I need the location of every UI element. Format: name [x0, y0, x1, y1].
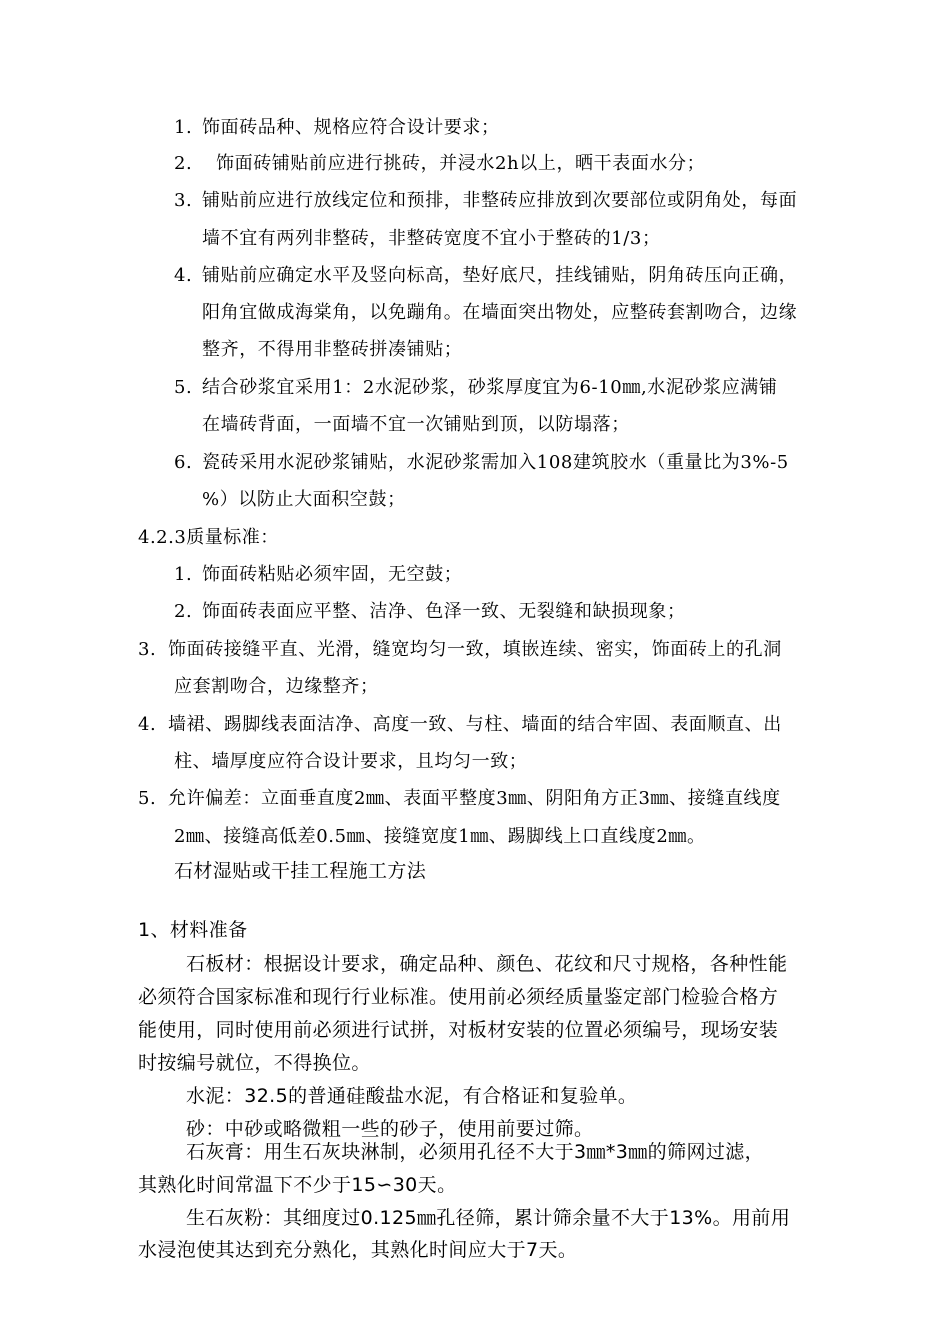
list-item-number: 2.	[174, 153, 193, 174]
list-item-text: 阳角宜做成海棠角，以免蹦角。在墙面突出物处，应整砖套割吻合，边缘	[202, 302, 798, 323]
list-item-text: 饰面砖接缝平直、光滑，缝宽均匀一致，填嵌连续、密实，饰面砖上的孔洞	[168, 639, 782, 660]
paragraph-line: 时按编号就位，不得换位。	[138, 1052, 371, 1074]
list-item-text: 在墙砖背面，一面墙不宜一次铺贴到顶，以防塌落；	[202, 414, 630, 435]
section-title: 石材湿贴或干挂工程施工方法	[174, 860, 427, 882]
quality-heading: 4.2.3质量标准：	[138, 527, 279, 548]
list-item-text: 结合砂浆宜采用1：2水泥砂浆，砂浆厚度宜为6-10㎜,水泥砂浆应满铺	[202, 377, 778, 398]
list-item-text: %）以防止大面积空鼓；	[202, 489, 406, 510]
list-item-text: 柱、墙厚度应符合设计要求，且均匀一致；	[174, 751, 528, 772]
list-item-text: 瓷砖采用水泥砂浆铺贴，水泥砂浆需加入108建筑胶水（重量比为3%-5	[202, 452, 789, 473]
list-item-text: 墙裙、踢脚线表面洁净、高度一致、与柱、墙面的结合牢固、表面顺直、出	[168, 714, 782, 735]
list-item-number: 5.	[138, 788, 157, 809]
list-item-number: 1.	[174, 564, 193, 585]
paragraph-line: 水浸泡使其达到充分熟化，其熟化时间应大于7天。	[138, 1239, 578, 1261]
paragraph-line: 石板材：根据设计要求，确定品种、颜色、花纹和尺寸规格，各种性能	[186, 953, 788, 975]
list-item-number: 4.	[174, 265, 193, 286]
paragraph-line: 生石灰粉：其细度过0.125㎜孔径筛，累计筛余量不大于13%。用前用	[186, 1207, 791, 1229]
list-item-text: 整齐，不得用非整砖拼凑铺贴；	[202, 339, 463, 360]
list-item-text: 允许偏差：立面垂直度2㎜、表面平整度3㎜、阴阳角方正3㎜、接缝直线度	[168, 788, 781, 809]
paragraph-line: 能使用，同时使用前必须进行试拼，对板材安装的位置必须编号，现场安装	[138, 1019, 779, 1041]
list-item-text: 饰面砖铺贴前应进行挑砖，并浸水2h以上，晒干表面水分；	[216, 153, 706, 174]
list-item-number: 1.	[174, 117, 193, 138]
list-item-number: 4.	[138, 714, 157, 735]
list-item-text: 应套割吻合，边缘整齐；	[174, 676, 379, 697]
paragraph-line: 砂：中砂或略微粗一些的砂子，使用前要过筛。	[186, 1118, 594, 1140]
list-item-text: 铺贴前应确定水平及竖向标高，垫好底尺，挂线铺贴，阴角砖压向正确，	[202, 265, 798, 286]
paragraph-line: 石灰膏：用生石灰块淋制，必须用孔径不大于3㎜*3㎜的筛网过滤，	[186, 1141, 765, 1163]
list-item-number: 2.	[174, 601, 193, 622]
paragraph-line: 其熟化时间常温下不少于15∽30天。	[138, 1174, 457, 1196]
list-item-number: 3.	[174, 190, 193, 211]
list-item-text: 墙不宜有两列非整砖，非整砖宽度不宜小于整砖的1/3；	[202, 228, 661, 249]
list-item-text: 饰面砖品种、规格应符合设计要求；	[202, 117, 500, 138]
list-item-text: 2㎜、接缝高低差0.5㎜、接缝宽度1㎜、踢脚线上口直线度2㎜。	[174, 826, 706, 847]
list-item-text: 饰面砖粘贴必须牢固，无空鼓；	[202, 564, 463, 585]
list-item-number: 5.	[174, 377, 193, 398]
list-item-text: 饰面砖表面应平整、洁净、色泽一致、无裂缝和缺损现象；	[202, 601, 686, 622]
section-heading: 1、材料准备	[138, 919, 248, 941]
paragraph-line: 水泥：32.5的普通硅酸盐水泥，有合格证和复验单。	[186, 1085, 638, 1107]
list-item-text: 铺贴前应进行放线定位和预排，非整砖应排放到次要部位或阴角处，每面	[202, 190, 798, 211]
paragraph-line: 必须符合国家标准和现行行业标准。使用前必须经质量鉴定部门检验合格方	[138, 986, 779, 1008]
list-item-number: 6.	[174, 452, 193, 473]
list-item-number: 3.	[138, 639, 157, 660]
